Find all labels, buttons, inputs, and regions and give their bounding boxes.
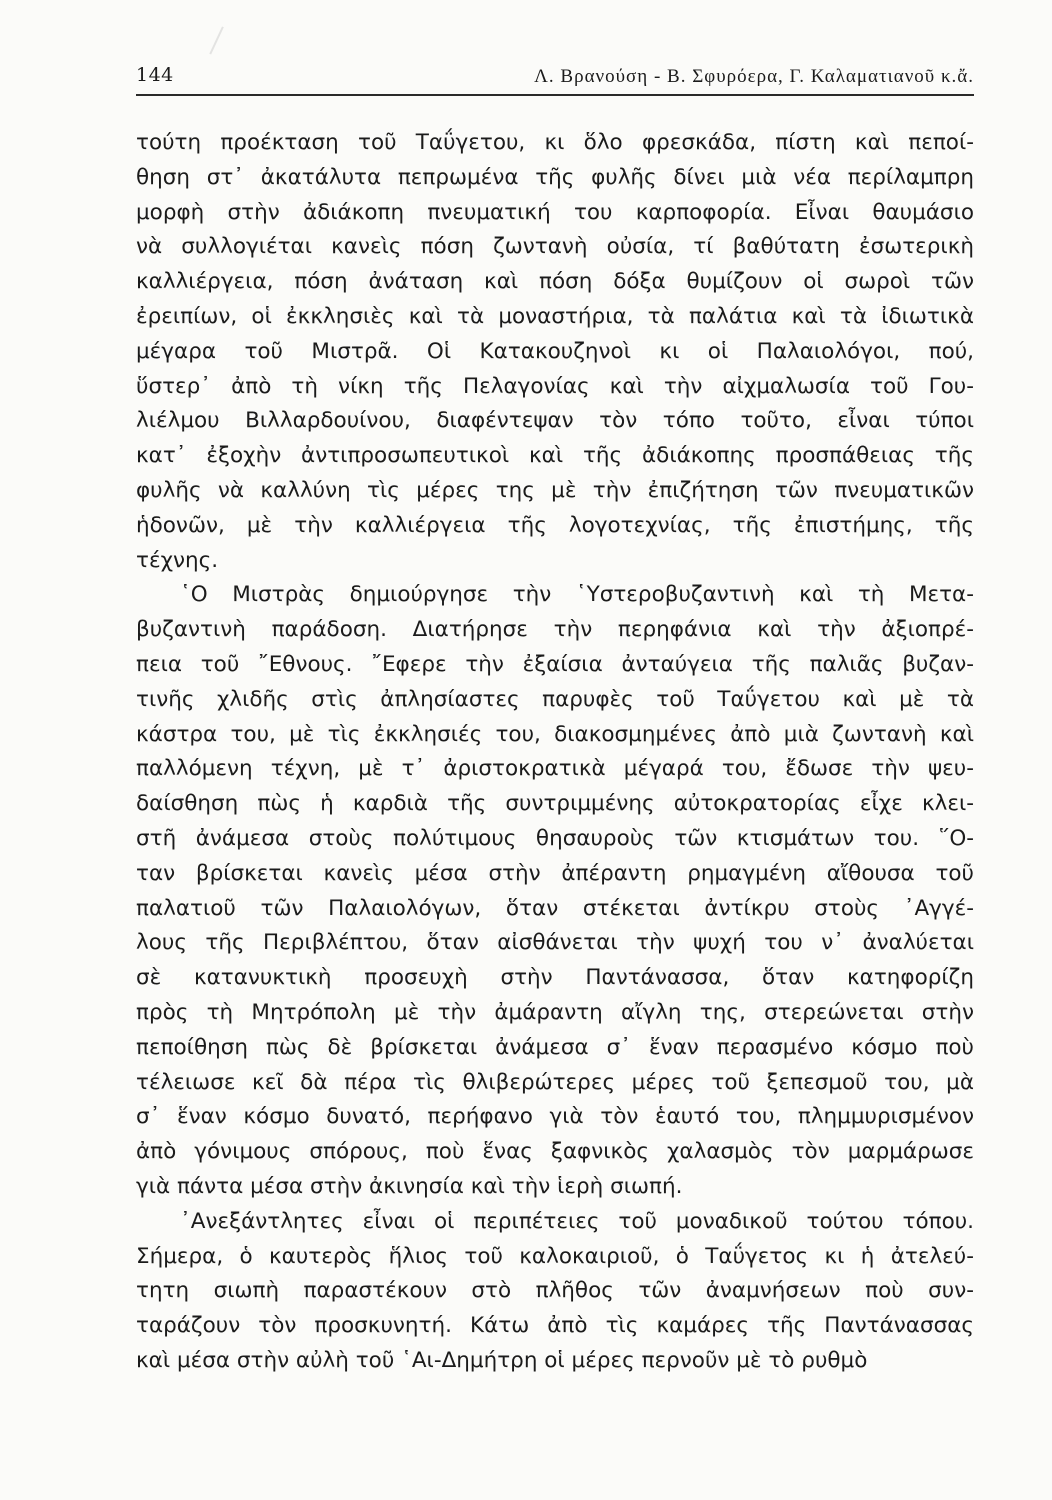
text-line: πεια τοῦ ῎Εθνους. ῎Εφερε τὴν ἐξαίσια ἀνταύγεια τῆς παλιᾶς βυζαν- [136, 651, 974, 677]
text-line: παλλόμενη τέχνη, μὲ τ᾽ ἀριστοκρατικὰ μέγαρά του, ἔδωσε τὴν ψευ- [136, 756, 974, 782]
paragraph [136, 1205, 974, 1379]
text-line: Σήμερα, ὁ καυτερὸς ἥλιος τοῦ καλοκαιριοῦ, ὁ Ταΰγετος κι ἡ ἀτελεύ- [136, 1243, 974, 1269]
text-line: σὲ κατανυκτικὴ προσευχὴ στὴν Παντάνασσα, ὅταν κατηφορίζη [136, 965, 974, 991]
scan-artifact [209, 26, 234, 59]
text-line: φυλῆς νὰ καλλύνη τὶς μέρες της μὲ τὴν ἐπιζήτηση τῶν πνευματικῶν [136, 477, 974, 503]
page-header [136, 60, 974, 96]
text-line: τινῆς χλιδῆς στὶς ἀπλησίαστες παρυφὲς τοῦ Ταΰγετου καὶ μὲ τὰ [136, 686, 974, 712]
running-head: Λ. Βρανούση - Β. Σφυρόερα, Γ. Καλαματιανοῦ κ.ἄ. [534, 66, 974, 87]
text-line: τητη σιωπὴ παραστέκουν στὸ πλῆθος τῶν ἀναμνήσεων ποὺ συν- [136, 1278, 974, 1304]
text-line: καλλιέργεια, πόση ἀνάταση καὶ πόση δόξα θυμίζουν οἱ σωροὶ τῶν [136, 269, 974, 295]
text-line: ᾽Ανεξάντλητες εἶναι οἱ περιπέτειες τοῦ μοναδικοῦ τούτου τόπου. [180, 1208, 974, 1234]
text-line: θηση στ᾽ ἀκατάλυτα πεπρωμένα τῆς φυλῆς δίνει μιὰ νέα περίλαμπρη [136, 164, 974, 190]
text-line: τούτη προέκταση τοῦ Ταΰγετου, κι ὅλο φρεσκάδα, πίστη καὶ πεποί- [136, 130, 974, 155]
text-line: κατ᾽ ἐξοχὴν ἀντιπροσωπευτικοὶ καὶ τῆς ἀδιάκοπης προσπάθειας τῆς [136, 443, 974, 469]
text-line: νὰ συλλογιέται κανεὶς πόση ζωντανὴ οὐσία, τί βαθύτατη ἐσωτερικὴ [136, 234, 974, 260]
text-line: λους τῆς Περιβλέπτου, ὅταν αἰσθάνεται τὴν ψυχή του ν᾽ ἀναλύεται [136, 930, 974, 956]
text-line: τέχνης. [136, 547, 219, 573]
paragraph [136, 126, 974, 578]
header-rule [136, 94, 974, 96]
page-number: 144 [136, 64, 174, 86]
text-line: γιὰ πάντα μέσα στὴν ἀκινησία καὶ τὴν ἱερὴ σιωπή. [136, 1173, 683, 1199]
text-line: στῆ ἀνάμεσα στοὺς πολύτιμους θησαυροὺς τῶν κτισμάτων του. ῞Ο- [136, 825, 974, 851]
body-text [136, 126, 974, 1379]
paragraph [136, 578, 974, 1204]
text-line: ἡδονῶν, μὲ τὴν καλλιέργεια τῆς λογοτεχνίας, τῆς ἐπιστήμης, τῆς [136, 512, 974, 538]
text-line: δαίσθηση πὼς ἡ καρδιὰ τῆς συντριμμένης αὐτοκρατορίας εἶχε κλει- [136, 791, 974, 817]
text-line: τέλειωσε κεῖ δὰ πέρα τὶς θλιβερώτερες μέρες τοῦ ξεπεσμοῦ του, μὰ [136, 1069, 974, 1095]
text-line: κάστρα του, μὲ τὶς ἐκκλησιές του, διακοσμημένες ἀπὸ μιὰ ζωντανὴ καὶ [136, 721, 974, 747]
text-line: καὶ μέσα στὴν αὐλὴ τοῦ ῾Αι-Δημήτρη οἱ μέρες περνοῦν μὲ τὸ ρυθμὸ [136, 1347, 868, 1373]
text-line: σ᾽ ἕναν κόσμο δυνατό, περήφανο γιὰ τὸν ἑαυτό του, πλημμυρισμένον [136, 1104, 974, 1130]
text-line: παλατιοῦ τῶν Παλαιολόγων, ὅταν στέκεται ἀντίκρυ στοὺς ᾽Αγγέ- [136, 895, 974, 921]
text-line: πρὸς τὴ Μητρόπολη μὲ τὴν ἀμάραντη αἴγλη της, στερεώνεται στὴν [136, 999, 974, 1025]
text-line: λιέλμου Βιλλαρδουίνου, διαφέντεψαν τὸν τόπο τοῦτο, εἶναι τύποι [136, 408, 974, 434]
text-line: ἀπὸ γόνιμους σπόρους, ποὺ ἕνας ξαφνικὸς χαλασμὸς τὸν μαρμάρωσε [136, 1139, 974, 1165]
text-line: βυζαντινὴ παράδοση. Διατήρησε τὴν περηφάνια καὶ τὴν ἀξιοπρέ- [136, 617, 974, 643]
text-line: ταράζουν τὸν προσκυνητή. Κάτω ἀπὸ τὶς καμάρες τῆς Παντάνασσας [136, 1313, 974, 1339]
text-line: ἐρειπίων, οἱ ἐκκλησιὲς καὶ τὰ μοναστήρια, τὰ παλάτια καὶ τὰ ἰδιωτικὰ [136, 303, 974, 329]
text-line: ὕστερ᾽ ἀπὸ τὴ νίκη τῆς Πελαγονίας καὶ τὴν αἰχμαλωσία τοῦ Γου- [136, 373, 974, 399]
text-line: πεποίθηση πὼς δὲ βρίσκεται ἀνάμεσα σ᾽ ἕναν περασμένο κόσμο ποὺ [136, 1034, 974, 1060]
text-line: μορφὴ στὴν ἀδιάκοπη πνευματική του καρποφορία. Εἶναι θαυμάσιο [136, 199, 974, 225]
text-line: μέγαρα τοῦ Μιστρᾶ. Οἱ Κατακουζηνοὶ κι οἱ Παλαιολόγοι, πού, [136, 338, 974, 364]
text-line: ταν βρίσκεται κανεὶς μέσα στὴν ἀπέραντη ρημαγμένη αἴθουσα τοῦ [136, 860, 974, 886]
text-line: ῾Ο Μιστρὰς δημιούργησε τὴν ῾Υστεροβυζαντινὴ καὶ τὴ Μετα- [180, 582, 974, 608]
